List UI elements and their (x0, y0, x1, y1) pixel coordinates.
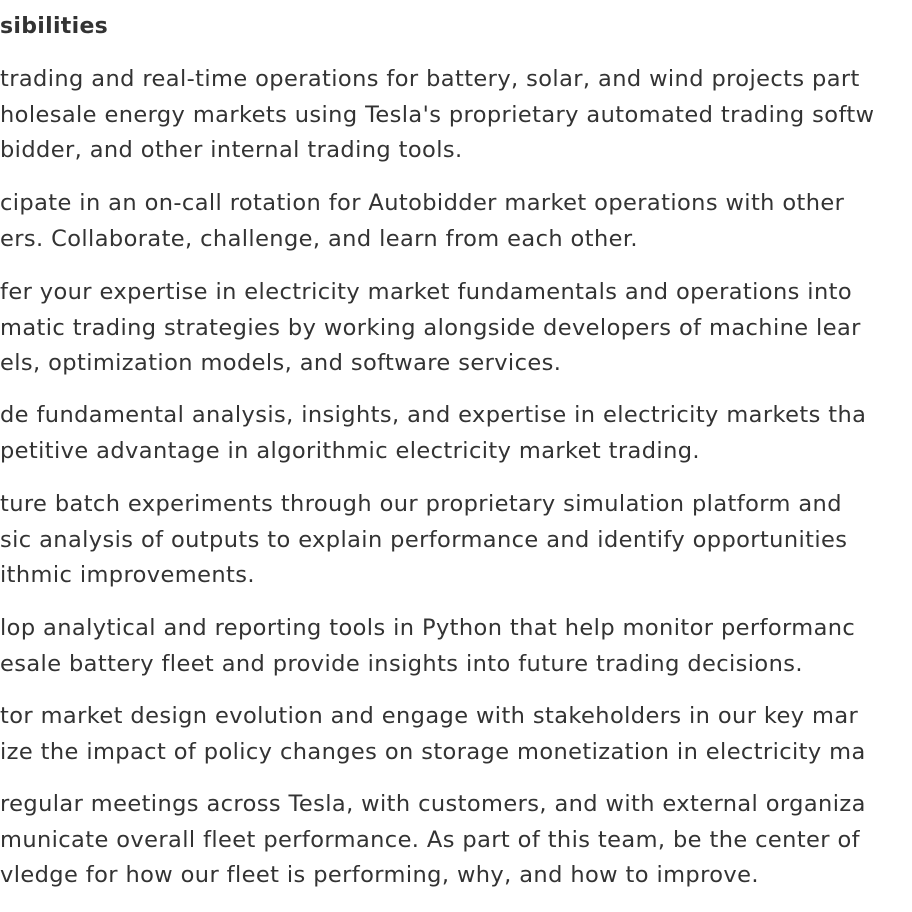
paragraph-line: de fundamental analysis, insights, and expertise in electricity markets tha (0, 402, 867, 428)
paragraph-line: ize the impact of policy changes on storage monetization in electricity ma (0, 738, 866, 765)
responsibility-paragraph (0, 699, 866, 770)
paragraph-line: lop analytical and reporting tools in Python that help monitor performanc (0, 615, 856, 641)
paragraph-line: tor market design evolution and engage with stakeholders in our key mar (0, 703, 859, 729)
responsibility-paragraph (0, 787, 866, 894)
paragraph-line: ture batch experiments through our proprietary simulation platform and (0, 491, 842, 517)
paragraph-line: matic trading strategies by working alongside developers of machine lear (0, 314, 861, 341)
responsibility-paragraph (0, 611, 855, 682)
paragraph-line: els, optimization models, and software services. (0, 350, 562, 376)
paragraph-line: trading and real-time operations for battery, solar, and wind projects part (0, 66, 860, 92)
paragraph-line: bidder, and other internal trading tools. (0, 137, 463, 163)
paragraph-line: regular meetings across Tesla, with customers, and with external organiza (0, 791, 866, 817)
section-heading: sibilities (0, 14, 109, 39)
paragraph-line: esale battery fleet and provide insights into future trading decisions. (0, 650, 803, 677)
responsibility-paragraph (0, 487, 847, 594)
responsibility-paragraph (0, 398, 866, 469)
paragraph-line: holesale energy markets using Tesla's proprietary automated trading softw (0, 101, 875, 128)
paragraph-line: fer your expertise in electricity market fundamentals and operations into (0, 279, 852, 305)
responsibility-paragraph (0, 275, 861, 382)
responsibility-paragraph (0, 62, 874, 169)
paragraph-line: cipate in an on-call rotation for Autobidder market operations with other (0, 190, 845, 216)
responsibility-paragraph (0, 186, 844, 257)
paragraph-line: municate overall fleet performance. As part of this team, be the center of (0, 826, 860, 853)
paragraph-line: ers. Collaborate, challenge, and learn from each other. (0, 225, 638, 252)
paragraph-line: vledge for how our fleet is performing, why, and how to improve. (0, 862, 759, 888)
paragraph-line: petitive advantage in algorithmic electricity market trading. (0, 437, 700, 464)
paragraph-line: sic analysis of outputs to explain performance and identify opportunities (0, 526, 848, 553)
paragraph-line: ithmic improvements. (0, 562, 255, 588)
